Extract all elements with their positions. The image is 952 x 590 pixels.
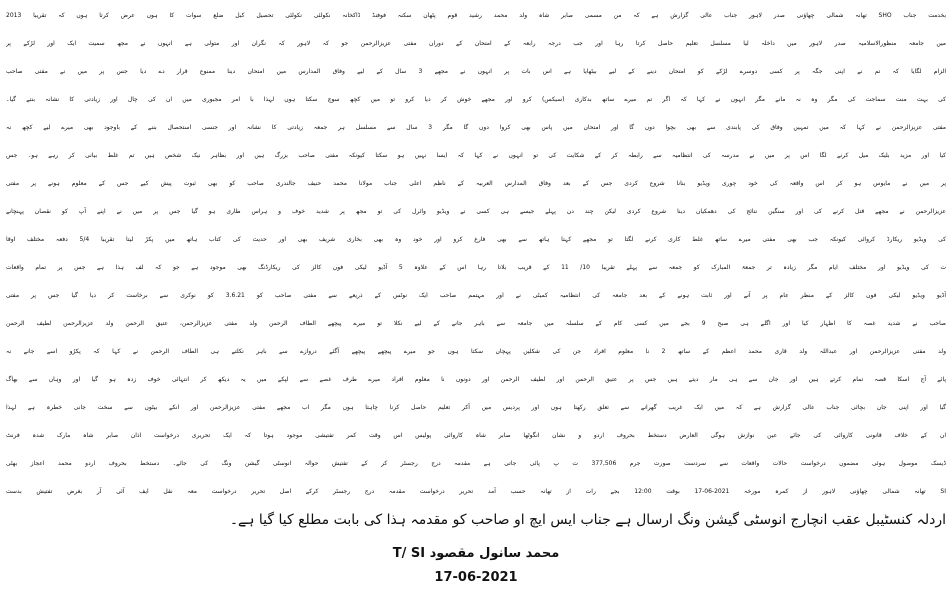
body-line-text: ولد مفتی عزیزالرحمن اور عبداللہ ولد قاری محمد اعظم کے ساتھ 2 نا معلوم افراد جن کی شکلیں پہچان سکتا ہوں جو میرے پیچھے پیچھے آگئے دروازے سے باہر نکلتے ہی الطاف الرحمن نے کہا کہ پکڑو اسے جانے نہ: [6, 348, 946, 355]
body-line-text: پائے آج اسکا قصہ تمام کرتے ہیں اور جان سے ہی مار دیتے ہیں جس پر عتیق الرحمن اور لطیف الرحمن اور دونوں نا معلوم افراد میرے طرف غصے سے لپکے میں یہ دیکھ کر انتہائی خوف زدہ ہو گیا اور وہاں سے بھاگ: [6, 376, 946, 383]
body-line-text: الزام لگایا کہ تم نے اپنی جگہ پر کسی دوسرے لڑکے کو امتحان دینے کے لیے بیٹھایا ہے اس بات پر انہوں نے مجھے 3 سال کے لیے وفاق المدارس میں امتحان دینا ممنوع قرار دے دیا جس پر میں نے مفتی صاحب: [6, 68, 946, 75]
body-line-last: [6, 506, 946, 534]
body-line-text: صاحب نے شدید غصہ کا اظہار کیا اور اگلے ہی صبح 9 بجے میں کسی کام کے سلسلہ میں جامعہ سے باہر جانے کے لیے نکلا تو میرے پیچھے الطاف الرحمن ولد مفتی عزیزالرحمن، عتیق الرحمن ولد عزیزالرحمن لطیف الرحمن: [6, 320, 946, 327]
body-line: [6, 170, 946, 198]
body-line-text: بخدمت جناب SHO تھانہ شمالی چھاؤنی صدر لاہور جناب عالی گزارش ہے کہ من مسمی صابر شاہ ولد محمد رشید قوم پٹھان سکنہ فوفنڈ ڈاکخانہ نکولئی نکولئی تحصیل کبل ضلع سوات کا ہوں عرض کرتا ہوں کہ تقریبا 2013: [6, 12, 946, 19]
body-line: [6, 366, 946, 394]
body-line-text: کیا اور مزید بلیک میل کرنے لگا اس پر میں نے مدرسہ کی انتظامیہ سے رابطہ کر کے شکایت کی تو انہوں نے کہا کہ ایسا نہیں ہو سکتا کیونکہ مفتی صاحب بزرگ ہیں اور بظاہر نیک شخص ہیں تم غلط بیانی کر رہے ہو۔ جس: [6, 152, 946, 159]
body-line: [6, 422, 946, 450]
body-line: [6, 310, 946, 338]
body-line: [6, 338, 946, 366]
body-line: [6, 2, 946, 30]
body-line: [6, 30, 946, 58]
body-line-text: ت کی ویڈیو اور مختلف ایام مگر زیادہ تر جمعۃ المبارک کو جمعہ سے پہلے تقریبا 10/ 11 کے قریب بلاتا رہا اس کے علاوہ 5 آڈیو لیکی فون کالز کی ریکارڈنگ بھی موجود ہے جو کہ لف ہذا ہے جس پر تمام واقعات: [6, 264, 946, 271]
body-line-text: گیا اور اپنی جان بچائی جناب عالی گزارش ہے کہ میں ایک غریب گھرانے سے تعلق رکھتا ہوں اور پردیس میں آکر تعلیم حاصل کرنا چاہتا ہوں مگر اب مجھے مفتی عزیزالرحمن اور انکے بیٹوں سے سخت جانی خطرہ ہے لہذا: [6, 404, 946, 411]
body-line: [6, 282, 946, 310]
body-line-text: SI تھانہ شمالی چھاؤنی لاہور از کمرہ مورخہ 2021-06-17 بوقت 12:00 بجے رات از تھانہ حسب آمد تحریر درخواست مقدمہ درج رجسٹر کرکے اصل تحریر درخواست معہ نقل ایف آئی آر بغرض تفتیش بدست: [6, 488, 946, 495]
body-line-text: پر میں نے مایوس ہو کر اس واقعہ کی خود چوری ویڈیو بنانا شروع کردی جس کے بعد وفاق المدارس العربیہ کے ناظم اعلی جناب مولانا محمد حنیف جالندری صاحب کو بھی ثبوت پیش کیے جس کے معلوم ہونے پر مفتی: [6, 180, 946, 187]
body-line: [6, 142, 946, 170]
body-line-text: ڈیسک موصول ہوئی مضمون درخواست حالات واقعات سے سردست صورت جرم 377,506 ت پ پائی جاتی ہے مقدمہ درج رجسٹر کر کے تفتیش حوالہ انوسٹی گیشن ونگ کی جائے۔ دستخط بحروف اردو محمد اعجاز بھٹی: [6, 460, 946, 467]
body-line-text: کی بہت منت سماجت کی مگر وہ نہ مانے مگر انہوں نے کہا کہ اگر تم میرے ساتھ بدکاری (سیکس) کرو اور مجھے خوش کر دیا کرو تو میں کچھ سوچ سکتا ہوں لہذا با امر مجبوری میں ان کی چال اور زیادتی کا نشانہ بنتے گیا۔: [6, 96, 946, 103]
body-line: [6, 254, 946, 282]
body-line: [6, 450, 946, 478]
body-line: [6, 198, 946, 226]
body-line: [6, 478, 946, 506]
body-line-text: کی ویڈیو ریکارڈ کروائی کیونکہ جب بھی مفتی میرے ساتھ غلط کاری کرنے لگتا تو مجھے کہتا ہاتھ سے بھی فارغ کرو اور خود وہ بھی بخاری شریف بھی اور حدیث کی کتاب ہاتھ میں پکڑ لیتا تقریبا 5/4 دفعہ مختلف اوقا: [6, 236, 946, 243]
body-line: [6, 58, 946, 86]
body-line: [6, 86, 946, 114]
signature-date: 17-06-2021: [434, 570, 518, 585]
body-line: [6, 226, 946, 254]
body-line-text: عزیزالرحمن نے مجھے قتل کرنے کی اور سنگین نتائج کی دھمکیاں دینا شروع کردی لیکن چند دن پہلے جیسے ہی کسی نے ویڈیو وائرل کی تو مجھ پر شدید خوف و ہراس طاری ہو گیا جس پر میں نے اپنے آپ کو نقصان پہنچانے: [6, 208, 946, 215]
body-line-text: اردلہ کنسٹیبل عقب انچارج انوسٹی گیشن ونگ ارسال ہے جناب ایس ایچ او صاحب کو مقدمہ ہذا کی بابت مطلع کیا گیا ہے۔: [229, 512, 946, 528]
body-line-text: مفتی عزیزالرحمن نے کہا کہ میں تمہیں وفاق کی پابندی سے بھی بچوا دوں گا اور امتحان میں پاس بھی کروا دوں گا مگر 3 سال سے مسلسل ہر جمعہ زیادتی کا نشانہ اور جنسی استحصال بننے کے باوجود بھی میرے لیے کچھ نہ: [6, 124, 946, 131]
body-line-text: آڈیو ویڈیو لیکی فون کالز کے منظر عام پر آنے اور ثابت ہونے کے بعد جامعہ کی انتظامیہ کمیٹی نے اور مہتمم صاحب ایک نوٹس کے ذریعے سے مفتی صاحب کو 3.6.21 کو نوکری سے برخاست کر دیا گیا جس پر مفتی: [6, 292, 946, 299]
document-body: [6, 2, 946, 534]
body-line-text: میں جامعہ منظورالاسلامیہ صدر لاہور میں داخلہ لیا مسلسل تعلیم حاصل کرتا رہا اور جب درجہ رابعہ کے امتحان کے دوران مفتی عزیزالرحمن جو کہ لاہور کہ نگران اور متولی ہے انہوں نے مجھ سمیت ایک اور لڑکے پر: [6, 40, 946, 47]
body-line-text: ان کے خلاف قانونی کاروائی کی جائے عین نوازش ہوگی العارض دستخط بحروف اردو و نشان انگوٹھا صابر شاہ کاروائی پولیس اس وقت کمر تفتیشی موجود ہوتا کہ ایک تحریری درخواست اذان صابر شاہ مارک شدہ فرنٹ: [6, 432, 946, 439]
signature-name: محمد سانول مقصود T/ SI: [392, 546, 560, 561]
body-line: [6, 394, 946, 422]
body-line: [6, 114, 946, 142]
